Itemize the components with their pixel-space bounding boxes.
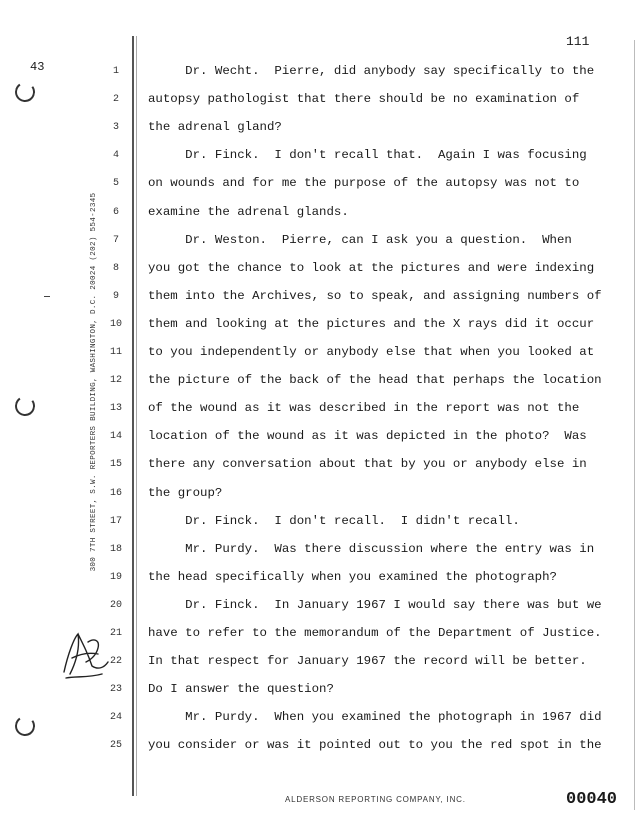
document-code: 00040 (566, 790, 618, 809)
line-number: 7 (112, 234, 119, 246)
margin-rule (132, 36, 134, 796)
line-number: 11 (109, 347, 122, 358)
punch-hole-icon (13, 714, 36, 737)
transcript-line: Dr. Wecht. Pierre, did anybody say specifically to the (148, 64, 595, 78)
line-number: 24 (109, 712, 122, 724)
line-number: 19 (109, 571, 122, 583)
transcript-line: you consider or was it pointed out to you the red spot in the (148, 738, 602, 753)
line-number: 25 (109, 740, 122, 752)
transcript-line: location of the wound as it was depicted in the photo? Was (148, 429, 587, 444)
line-number: 17 (109, 515, 122, 527)
transcript-line: Mr. Purdy. When you examined the photograph in 1967 did (148, 710, 602, 725)
line-number: 10 (109, 318, 122, 330)
transcript-line: them into the Archives, so to speak, and assigning numbers of (148, 288, 602, 303)
signature-initials-icon (58, 624, 114, 684)
line-number: 20 (109, 599, 122, 611)
line-number: 15 (109, 459, 122, 471)
transcript-line: have to refer to the memorandum of the Department of Justice. (148, 626, 602, 640)
line-number: 5 (112, 178, 119, 190)
transcript-line: on wounds and for me the purpose of the autopsy was not to (148, 176, 580, 191)
punch-hole-icon (13, 80, 36, 103)
transcript-line: Dr. Finck. I don't recall that. Again I was focusing (148, 148, 587, 163)
reporter-address-text: 300 7TH STREET, S.W. REPORTERS BUILDING, WASHINGTON, D.C. 20024 (202) 554-2345 (90, 192, 98, 572)
line-number: 12 (109, 375, 122, 387)
transcript-line: In that respect for January 1967 the record will be better. (148, 654, 587, 669)
line-number: 4 (112, 150, 119, 162)
line-number: 13 (109, 403, 122, 415)
transcript-line: the head specifically when you examined the photograph? (148, 569, 557, 584)
line-number: 6 (112, 206, 119, 218)
page-number: 111 (566, 34, 590, 49)
reporting-company-footer: ALDERSON REPORTING COMPANY, INC. (285, 795, 466, 804)
transcript-line: to you independently or anybody else that when you looked at (148, 345, 595, 359)
line-number: 3 (112, 122, 119, 134)
line-number: 2 (112, 94, 119, 106)
transcript-line: Dr. Weston. Pierre, can I ask you a question. When (148, 232, 572, 247)
line-number: 1 (112, 66, 119, 77)
right-margin-rule (634, 40, 635, 810)
line-number: 21 (109, 628, 122, 639)
transcript-line: the group? (148, 485, 223, 500)
transcript-line: of the wound as it was described in the report was not the (148, 401, 580, 416)
line-number: 16 (109, 487, 122, 499)
transcript-line: autopsy pathologist that there should be no examination of (148, 92, 580, 107)
transcript-line: Mr. Purdy. Was there discussion where the entry was in (148, 541, 595, 556)
line-number: 18 (109, 543, 122, 555)
transcript-line: examine the adrenal glands. (148, 204, 349, 219)
transcript-line: there any conversation about that by you or anybody else in (148, 457, 587, 472)
transcript-line: the adrenal gland? (148, 120, 282, 135)
transcript-line: the picture of the back of the head that perhaps the location (148, 373, 602, 388)
line-number: 14 (109, 431, 122, 443)
punch-hole-icon (13, 394, 36, 417)
side-page-number: 43 (30, 60, 45, 74)
margin-rule-secondary (136, 36, 137, 796)
line-number: 8 (112, 262, 119, 274)
transcript-line: Dr. Finck. I don't recall. I didn't recall. (148, 513, 520, 528)
transcript-line: Dr. Finck. In January 1967 I would say there was but we (148, 597, 602, 612)
margin-tick (44, 296, 50, 297)
line-number: 23 (109, 684, 122, 696)
transcript-line: you got the chance to look at the pictures and were indexing (148, 260, 595, 275)
line-number: 9 (112, 290, 119, 302)
transcript-line: Do I answer the question? (148, 682, 334, 697)
line-number: 22 (109, 656, 122, 668)
transcript-line: them and looking at the pictures and the X rays did it occur (148, 316, 595, 331)
